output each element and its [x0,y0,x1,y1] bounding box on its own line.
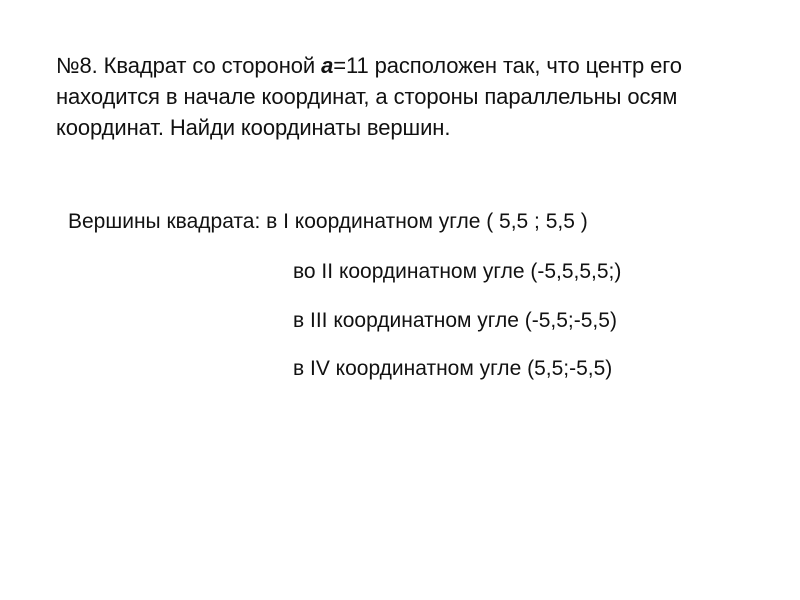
answer-vertex-quadrant-1: Вершины квадрата: в I координатном угле ( 5,5 ; 5,5 ) [68,210,588,233]
answer-vertex-quadrant-4: в IV координатном угле (5,5;-5,5) [293,357,613,380]
answer-vertex-quadrant-3: в III координатном угле (-5,5;-5,5) [293,309,617,332]
problem-number-text: №8. Квадрат со стороной [56,53,322,78]
problem-statement [56,50,776,143]
problem-line-3: координат. Найди координаты вершин. [56,115,451,140]
side-variable: a [321,53,334,78]
problem-line-1 [56,50,776,81]
problem-line-1-rest: =11 расположен так, что центр его [333,53,682,78]
answer-vertex-quadrant-2: во II координатном угле (-5,5,5,5;) [293,260,622,283]
problem-line-2: находится в начале координат, а стороны параллельны осям [56,84,678,109]
